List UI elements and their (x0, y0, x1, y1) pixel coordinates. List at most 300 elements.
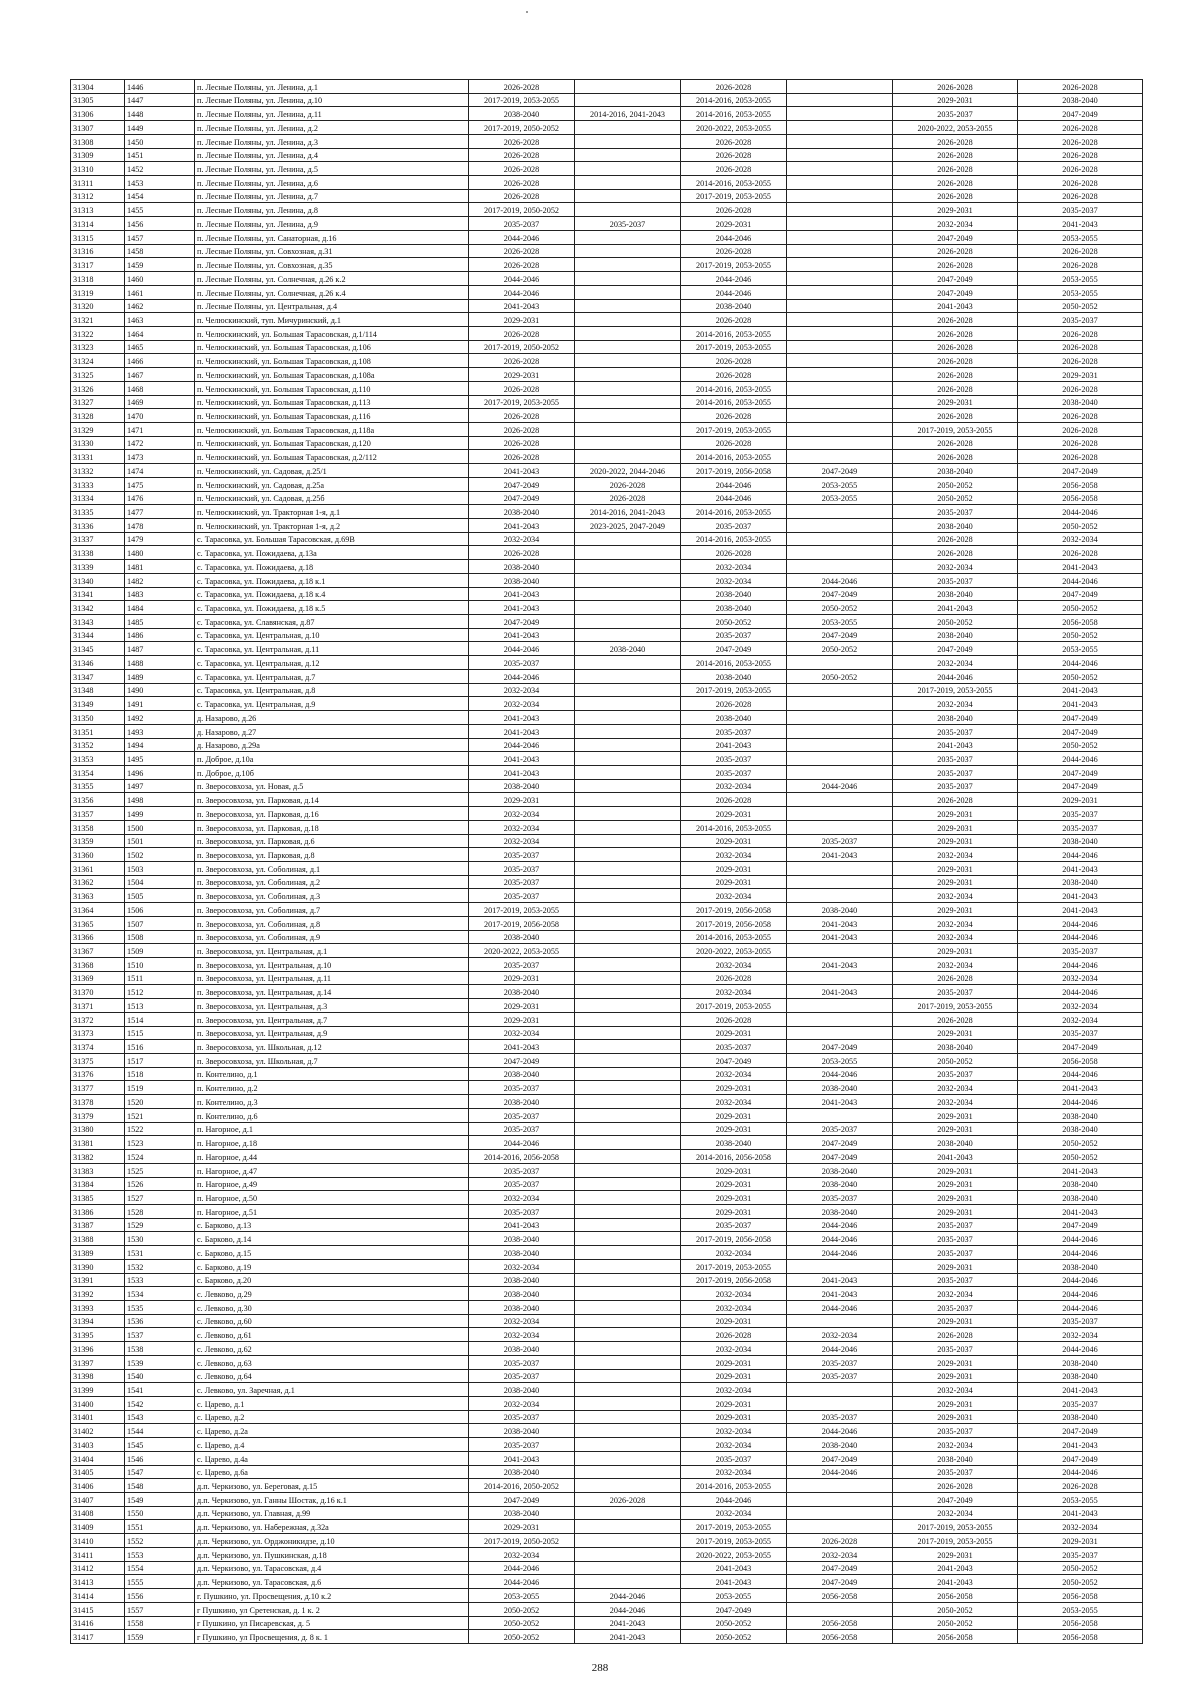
period-col-3-cell: 2032-2034 (681, 1506, 787, 1520)
object-id-cell: 1506 (125, 903, 195, 917)
object-id-cell: 1494 (125, 738, 195, 752)
period-col-2-cell (575, 1355, 681, 1369)
period-col-5-cell: 2026-2028 (893, 793, 1018, 807)
period-col-5-cell: 2041-2043 (893, 1575, 1018, 1589)
period-col-1-cell: 2038-2040 (469, 1342, 575, 1356)
object-id-cell: 1513 (125, 999, 195, 1013)
period-col-6-cell: 2026-2028 (1018, 1479, 1143, 1493)
row-number-cell: 31377 (71, 1081, 125, 1095)
object-id-cell: 1520 (125, 1095, 195, 1109)
row-number-cell: 31368 (71, 958, 125, 972)
scan-speck (526, 11, 528, 13)
period-col-2-cell (575, 1108, 681, 1122)
period-col-4-cell (787, 121, 893, 135)
period-col-2-cell (575, 683, 681, 697)
table-row (71, 258, 1143, 272)
period-col-2-cell (575, 230, 681, 244)
address-cell: с. Тарасовка, ул. Пожидаева, д.13а (195, 546, 469, 560)
period-col-1-cell: 2026-2028 (469, 162, 575, 176)
period-col-1-cell: 2035-2037 (469, 1369, 575, 1383)
period-col-6-cell: 2026-2028 (1018, 121, 1143, 135)
period-col-3-cell: 2029-2031 (681, 1204, 787, 1218)
object-id-cell: 1473 (125, 450, 195, 464)
period-col-6-cell: 2056-2058 (1018, 491, 1143, 505)
row-number-cell: 31334 (71, 491, 125, 505)
table-row (71, 1081, 1143, 1095)
table-row (71, 1342, 1143, 1356)
period-col-5-cell: 2041-2043 (893, 1561, 1018, 1575)
period-col-1-cell: 2026-2028 (469, 326, 575, 340)
object-id-cell: 1502 (125, 848, 195, 862)
period-col-2-cell (575, 615, 681, 629)
period-col-6-cell: 2026-2028 (1018, 381, 1143, 395)
period-col-2-cell: 2014-2016, 2041-2043 (575, 107, 681, 121)
period-col-5-cell: 2020-2022, 2053-2055 (893, 121, 1018, 135)
object-id-cell: 1479 (125, 532, 195, 546)
period-col-2-cell (575, 162, 681, 176)
table-row (71, 944, 1143, 958)
period-col-5-cell: 2032-2034 (893, 1438, 1018, 1452)
table-row (71, 1246, 1143, 1260)
period-col-5-cell: 2035-2037 (893, 779, 1018, 793)
period-col-4-cell: 2038-2040 (787, 1081, 893, 1095)
table-row (71, 1136, 1143, 1150)
period-col-3-cell: 2029-2031 (681, 217, 787, 231)
object-id-cell: 1451 (125, 148, 195, 162)
table-row (71, 1054, 1143, 1068)
table-row (71, 93, 1143, 107)
period-col-1-cell: 2047-2049 (469, 477, 575, 491)
address-cell: п. Челюскинский, ул. Большая Тарасовская, д.116 (195, 409, 469, 423)
period-col-3-cell: 2017-2019, 2056-2058 (681, 464, 787, 478)
period-col-4-cell (787, 793, 893, 807)
period-col-4-cell: 2026-2028 (787, 1534, 893, 1548)
address-cell: г Пушкино, ул Просвещения, д. 8 к. 1 (195, 1630, 469, 1644)
object-id-cell: 1454 (125, 189, 195, 203)
period-col-4-cell: 2047-2049 (787, 1150, 893, 1164)
address-cell: п. Доброе, д.10а (195, 752, 469, 766)
object-id-cell: 1460 (125, 272, 195, 286)
address-cell: с. Левково, д.30 (195, 1300, 469, 1314)
period-col-1-cell: 2041-2043 (469, 299, 575, 313)
period-col-5-cell: 2029-2031 (893, 875, 1018, 889)
row-number-cell: 31323 (71, 340, 125, 354)
period-col-4-cell (787, 861, 893, 875)
period-col-4-cell (787, 450, 893, 464)
period-col-6-cell: 2044-2046 (1018, 752, 1143, 766)
row-number-cell: 31407 (71, 1493, 125, 1507)
period-col-3-cell: 2047-2049 (681, 1054, 787, 1068)
table-row (71, 217, 1143, 231)
table-row (71, 711, 1143, 725)
period-col-2-cell (575, 93, 681, 107)
period-col-4-cell: 2041-2043 (787, 916, 893, 930)
period-col-6-cell: 2056-2058 (1018, 1589, 1143, 1603)
table-row (71, 1547, 1143, 1561)
period-col-6-cell: 2038-2040 (1018, 1259, 1143, 1273)
table-row (71, 477, 1143, 491)
period-col-1-cell: 2026-2028 (469, 436, 575, 450)
period-col-3-cell: 2050-2052 (681, 615, 787, 629)
period-col-5-cell: 2032-2034 (893, 1287, 1018, 1301)
period-col-2-cell: 2020-2022, 2044-2046 (575, 464, 681, 478)
address-cell: п. Зверосовхоза, ул. Школьная, д.12 (195, 1040, 469, 1054)
table-row (71, 1561, 1143, 1575)
period-col-6-cell: 2047-2049 (1018, 107, 1143, 121)
table-body (71, 80, 1143, 1644)
table-row (71, 326, 1143, 340)
table-row (71, 861, 1143, 875)
period-col-5-cell: 2050-2052 (893, 1602, 1018, 1616)
period-col-4-cell (787, 683, 893, 697)
period-col-3-cell: 2032-2034 (681, 958, 787, 972)
period-col-2-cell (575, 1479, 681, 1493)
table-row (71, 1424, 1143, 1438)
period-col-1-cell: 2041-2043 (469, 464, 575, 478)
period-col-3-cell: 2026-2028 (681, 436, 787, 450)
row-number-cell: 31344 (71, 628, 125, 642)
address-cell: п. Лесные Поляны, ул. Ленина, д.1 (195, 80, 469, 94)
table-row (71, 875, 1143, 889)
period-col-4-cell (787, 1026, 893, 1040)
period-col-6-cell: 2050-2052 (1018, 1561, 1143, 1575)
period-col-2-cell (575, 916, 681, 930)
row-number-cell: 31394 (71, 1314, 125, 1328)
period-col-4-cell: 2047-2049 (787, 587, 893, 601)
period-col-5-cell: 2029-2031 (893, 1314, 1018, 1328)
period-col-1-cell: 2026-2028 (469, 258, 575, 272)
period-col-3-cell: 2014-2016, 2053-2055 (681, 820, 787, 834)
period-col-3-cell: 2014-2016, 2056-2058 (681, 1150, 787, 1164)
period-col-6-cell: 2047-2049 (1018, 711, 1143, 725)
row-number-cell: 31315 (71, 230, 125, 244)
period-col-3-cell: 2029-2031 (681, 1163, 787, 1177)
row-number-cell: 31309 (71, 148, 125, 162)
object-id-cell: 1550 (125, 1506, 195, 1520)
address-cell: с. Барково, д.20 (195, 1273, 469, 1287)
period-col-5-cell: 2041-2043 (893, 738, 1018, 752)
table-row (71, 1355, 1143, 1369)
row-number-cell: 31356 (71, 793, 125, 807)
period-col-5-cell: 2038-2040 (893, 464, 1018, 478)
row-number-cell: 31417 (71, 1630, 125, 1644)
table-row (71, 628, 1143, 642)
period-col-3-cell: 2017-2019, 2053-2055 (681, 999, 787, 1013)
period-col-1-cell: 2035-2037 (469, 1108, 575, 1122)
object-id-cell: 1468 (125, 381, 195, 395)
period-col-5-cell: 2056-2058 (893, 1630, 1018, 1644)
period-col-3-cell: 2035-2037 (681, 1451, 787, 1465)
period-col-5-cell: 2017-2019, 2053-2055 (893, 1534, 1018, 1548)
period-col-5-cell: 2035-2037 (893, 724, 1018, 738)
period-col-3-cell: 2041-2043 (681, 1561, 787, 1575)
table-row (71, 971, 1143, 985)
period-col-5-cell: 2029-2031 (893, 1122, 1018, 1136)
address-cell: п. Нагорное, д.1 (195, 1122, 469, 1136)
object-id-cell: 1493 (125, 724, 195, 738)
period-col-5-cell: 2047-2049 (893, 230, 1018, 244)
period-col-3-cell: 2041-2043 (681, 1575, 787, 1589)
period-col-3-cell: 2032-2034 (681, 573, 787, 587)
period-col-2-cell (575, 930, 681, 944)
address-cell: п. Нагорное, д.51 (195, 1204, 469, 1218)
period-col-2-cell (575, 299, 681, 313)
period-col-2-cell: 2038-2040 (575, 642, 681, 656)
object-id-cell: 1495 (125, 752, 195, 766)
period-col-2-cell (575, 1040, 681, 1054)
period-col-5-cell: 2041-2043 (893, 299, 1018, 313)
period-col-3-cell: 2026-2028 (681, 354, 787, 368)
period-col-4-cell (787, 285, 893, 299)
period-col-5-cell: 2047-2049 (893, 285, 1018, 299)
period-col-5-cell: 2026-2028 (893, 1012, 1018, 1026)
address-cell: п. Лесные Поляны, ул. Солнечная, д.26 к.2 (195, 272, 469, 286)
row-number-cell: 31408 (71, 1506, 125, 1520)
period-col-4-cell (787, 162, 893, 176)
object-id-cell: 1448 (125, 107, 195, 121)
row-number-cell: 31343 (71, 615, 125, 629)
period-col-6-cell: 2044-2046 (1018, 930, 1143, 944)
period-col-3-cell: 2038-2040 (681, 601, 787, 615)
object-id-cell: 1458 (125, 244, 195, 258)
period-col-4-cell: 2050-2052 (787, 642, 893, 656)
period-col-3-cell: 2014-2016, 2053-2055 (681, 505, 787, 519)
period-col-6-cell: 2044-2046 (1018, 1273, 1143, 1287)
row-number-cell: 31390 (71, 1259, 125, 1273)
object-id-cell: 1478 (125, 519, 195, 533)
address-cell: п. Зверосовхоза, ул. Центральная, д.9 (195, 1026, 469, 1040)
table-row (71, 1575, 1143, 1589)
address-cell: с. Тарасовка, ул. Пожидаева, д.18 к.1 (195, 573, 469, 587)
object-id-cell: 1457 (125, 230, 195, 244)
period-col-4-cell (787, 738, 893, 752)
table-row (71, 1177, 1143, 1191)
address-cell: п. Лесные Поляны, ул. Солнечная, д.26 к.4 (195, 285, 469, 299)
row-number-cell: 31350 (71, 711, 125, 725)
period-col-2-cell: 2026-2028 (575, 491, 681, 505)
row-number-cell: 31385 (71, 1191, 125, 1205)
period-col-4-cell (787, 1259, 893, 1273)
period-col-4-cell: 2038-2040 (787, 1163, 893, 1177)
period-col-6-cell: 2026-2028 (1018, 546, 1143, 560)
period-col-6-cell: 2038-2040 (1018, 1177, 1143, 1191)
period-col-2-cell (575, 834, 681, 848)
address-cell: с. Тарасовка, ул. Пожидаева, д.18 (195, 560, 469, 574)
row-number-cell: 31341 (71, 587, 125, 601)
period-col-2-cell (575, 985, 681, 999)
period-col-5-cell: 2035-2037 (893, 1246, 1018, 1260)
table-row (71, 546, 1143, 560)
period-col-5-cell: 2035-2037 (893, 1067, 1018, 1081)
period-col-2-cell (575, 121, 681, 135)
object-id-cell: 1537 (125, 1328, 195, 1342)
table-row (71, 1589, 1143, 1603)
table-row (71, 1410, 1143, 1424)
period-col-2-cell (575, 1575, 681, 1589)
period-col-3-cell: 2026-2028 (681, 244, 787, 258)
period-col-6-cell: 2050-2052 (1018, 1575, 1143, 1589)
object-id-cell: 1480 (125, 546, 195, 560)
period-col-4-cell (787, 505, 893, 519)
period-col-1-cell: 2044-2046 (469, 230, 575, 244)
period-col-5-cell: 2032-2034 (893, 560, 1018, 574)
address-cell: с. Царево, д.4 (195, 1438, 469, 1452)
row-number-cell: 31335 (71, 505, 125, 519)
period-col-3-cell: 2020-2022, 2053-2055 (681, 944, 787, 958)
period-col-1-cell: 2035-2037 (469, 1355, 575, 1369)
period-col-3-cell: 2047-2049 (681, 642, 787, 656)
period-col-4-cell (787, 326, 893, 340)
period-col-6-cell: 2026-2028 (1018, 162, 1143, 176)
address-cell: п. Контелино, д.6 (195, 1108, 469, 1122)
address-cell: с. Левково, д.64 (195, 1369, 469, 1383)
period-col-4-cell (787, 340, 893, 354)
period-col-6-cell: 2026-2028 (1018, 148, 1143, 162)
object-id-cell: 1497 (125, 779, 195, 793)
table-row (71, 1150, 1143, 1164)
period-col-1-cell: 2044-2046 (469, 285, 575, 299)
object-id-cell: 1482 (125, 573, 195, 587)
row-number-cell: 31347 (71, 669, 125, 683)
object-id-cell: 1559 (125, 1630, 195, 1644)
address-cell: п. Контелино, д.2 (195, 1081, 469, 1095)
period-col-4-cell: 2044-2046 (787, 573, 893, 587)
period-col-1-cell: 2026-2028 (469, 189, 575, 203)
period-col-1-cell: 2017-2019, 2050-2052 (469, 203, 575, 217)
period-col-3-cell: 2038-2040 (681, 299, 787, 313)
period-col-5-cell: 2035-2037 (893, 107, 1018, 121)
period-col-5-cell: 2026-2028 (893, 354, 1018, 368)
period-col-2-cell (575, 272, 681, 286)
period-col-6-cell: 2029-2031 (1018, 793, 1143, 807)
period-col-3-cell: 2026-2028 (681, 697, 787, 711)
period-col-4-cell (787, 711, 893, 725)
period-col-5-cell: 2029-2031 (893, 1177, 1018, 1191)
period-col-6-cell: 2041-2043 (1018, 1383, 1143, 1397)
period-col-4-cell: 2038-2040 (787, 1177, 893, 1191)
period-col-2-cell (575, 326, 681, 340)
table-row (71, 1451, 1143, 1465)
period-col-6-cell: 2050-2052 (1018, 628, 1143, 642)
table-row (71, 834, 1143, 848)
address-cell: п. Лесные Поляны, ул. Санаторная, д.16 (195, 230, 469, 244)
period-col-6-cell: 2047-2049 (1018, 464, 1143, 478)
period-col-3-cell: 2014-2016, 2053-2055 (681, 93, 787, 107)
address-cell: п. Лесные Поляны, ул. Ленина, д.4 (195, 148, 469, 162)
period-col-6-cell: 2053-2055 (1018, 285, 1143, 299)
row-number-cell: 31330 (71, 436, 125, 450)
period-col-2-cell (575, 176, 681, 190)
period-col-6-cell: 2026-2028 (1018, 80, 1143, 94)
period-col-6-cell: 2047-2049 (1018, 724, 1143, 738)
object-id-cell: 1525 (125, 1163, 195, 1177)
table-row (71, 532, 1143, 546)
object-id-cell: 1509 (125, 944, 195, 958)
address-cell: п. Зверосовхоза, ул. Соболиная, д.2 (195, 875, 469, 889)
period-col-4-cell: 2035-2037 (787, 1122, 893, 1136)
period-col-3-cell: 2026-2028 (681, 1328, 787, 1342)
period-col-2-cell (575, 848, 681, 862)
table-row (71, 1108, 1143, 1122)
object-id-cell: 1552 (125, 1534, 195, 1548)
period-col-5-cell: 2026-2028 (893, 148, 1018, 162)
period-col-5-cell: 2029-2031 (893, 1108, 1018, 1122)
period-col-5-cell: 2026-2028 (893, 80, 1018, 94)
period-col-6-cell: 2044-2046 (1018, 985, 1143, 999)
period-col-3-cell: 2014-2016, 2053-2055 (681, 656, 787, 670)
period-col-4-cell (787, 1108, 893, 1122)
period-col-5-cell: 2029-2031 (893, 1547, 1018, 1561)
address-cell: п. Челюскинский, ул. Садовая, д.25/1 (195, 464, 469, 478)
period-col-1-cell: 2035-2037 (469, 875, 575, 889)
period-col-6-cell: 2047-2049 (1018, 1451, 1143, 1465)
object-id-cell: 1501 (125, 834, 195, 848)
address-cell: г Пушкино, ул Писаревская, д. 5 (195, 1616, 469, 1630)
table-row (71, 669, 1143, 683)
row-number-cell: 31305 (71, 93, 125, 107)
table-row (71, 285, 1143, 299)
object-id-cell: 1547 (125, 1465, 195, 1479)
row-number-cell: 31361 (71, 861, 125, 875)
period-col-5-cell: 2032-2034 (893, 697, 1018, 711)
period-col-6-cell: 2026-2028 (1018, 244, 1143, 258)
period-col-4-cell: 2047-2049 (787, 628, 893, 642)
period-col-1-cell: 2038-2040 (469, 779, 575, 793)
row-number-cell: 31325 (71, 368, 125, 382)
address-cell: п. Зверосовхоза, ул. Соболиная, д.7 (195, 903, 469, 917)
period-col-3-cell: 2029-2031 (681, 875, 787, 889)
period-col-4-cell (787, 752, 893, 766)
row-number-cell: 31349 (71, 697, 125, 711)
object-id-cell: 1472 (125, 436, 195, 450)
period-col-5-cell: 2029-2031 (893, 1369, 1018, 1383)
object-id-cell: 1496 (125, 765, 195, 779)
period-col-4-cell: 2047-2049 (787, 1040, 893, 1054)
period-col-1-cell: 2014-2016, 2050-2052 (469, 1479, 575, 1493)
period-col-1-cell: 2038-2040 (469, 1506, 575, 1520)
period-col-6-cell: 2050-2052 (1018, 1150, 1143, 1164)
period-col-2-cell (575, 573, 681, 587)
address-cell: п. Контелино, д.3 (195, 1095, 469, 1109)
period-col-2-cell (575, 656, 681, 670)
period-col-6-cell: 2035-2037 (1018, 944, 1143, 958)
table-row (71, 368, 1143, 382)
period-col-2-cell (575, 1300, 681, 1314)
period-col-5-cell: 2029-2031 (893, 203, 1018, 217)
period-col-6-cell: 2047-2049 (1018, 779, 1143, 793)
period-col-2-cell (575, 1163, 681, 1177)
period-col-6-cell: 2044-2046 (1018, 1342, 1143, 1356)
object-id-cell: 1558 (125, 1616, 195, 1630)
period-col-3-cell: 2029-2031 (681, 1122, 787, 1136)
row-number-cell: 31332 (71, 464, 125, 478)
period-col-3-cell: 2017-2019, 2053-2055 (681, 1534, 787, 1548)
period-col-5-cell: 2026-2028 (893, 340, 1018, 354)
table-row (71, 765, 1143, 779)
period-col-5-cell: 2017-2019, 2053-2055 (893, 1520, 1018, 1534)
period-col-3-cell: 2038-2040 (681, 711, 787, 725)
period-col-2-cell (575, 1506, 681, 1520)
period-col-1-cell: 2047-2049 (469, 615, 575, 629)
period-col-6-cell: 2035-2037 (1018, 820, 1143, 834)
object-id-cell: 1538 (125, 1342, 195, 1356)
period-col-2-cell (575, 1342, 681, 1356)
period-col-3-cell: 2044-2046 (681, 230, 787, 244)
period-col-5-cell: 2029-2031 (893, 903, 1018, 917)
period-col-6-cell: 2056-2058 (1018, 1630, 1143, 1644)
address-cell: г Пушкино, ул Сретенская, д. 1 к. 2 (195, 1602, 469, 1616)
period-col-6-cell: 2041-2043 (1018, 1438, 1143, 1452)
